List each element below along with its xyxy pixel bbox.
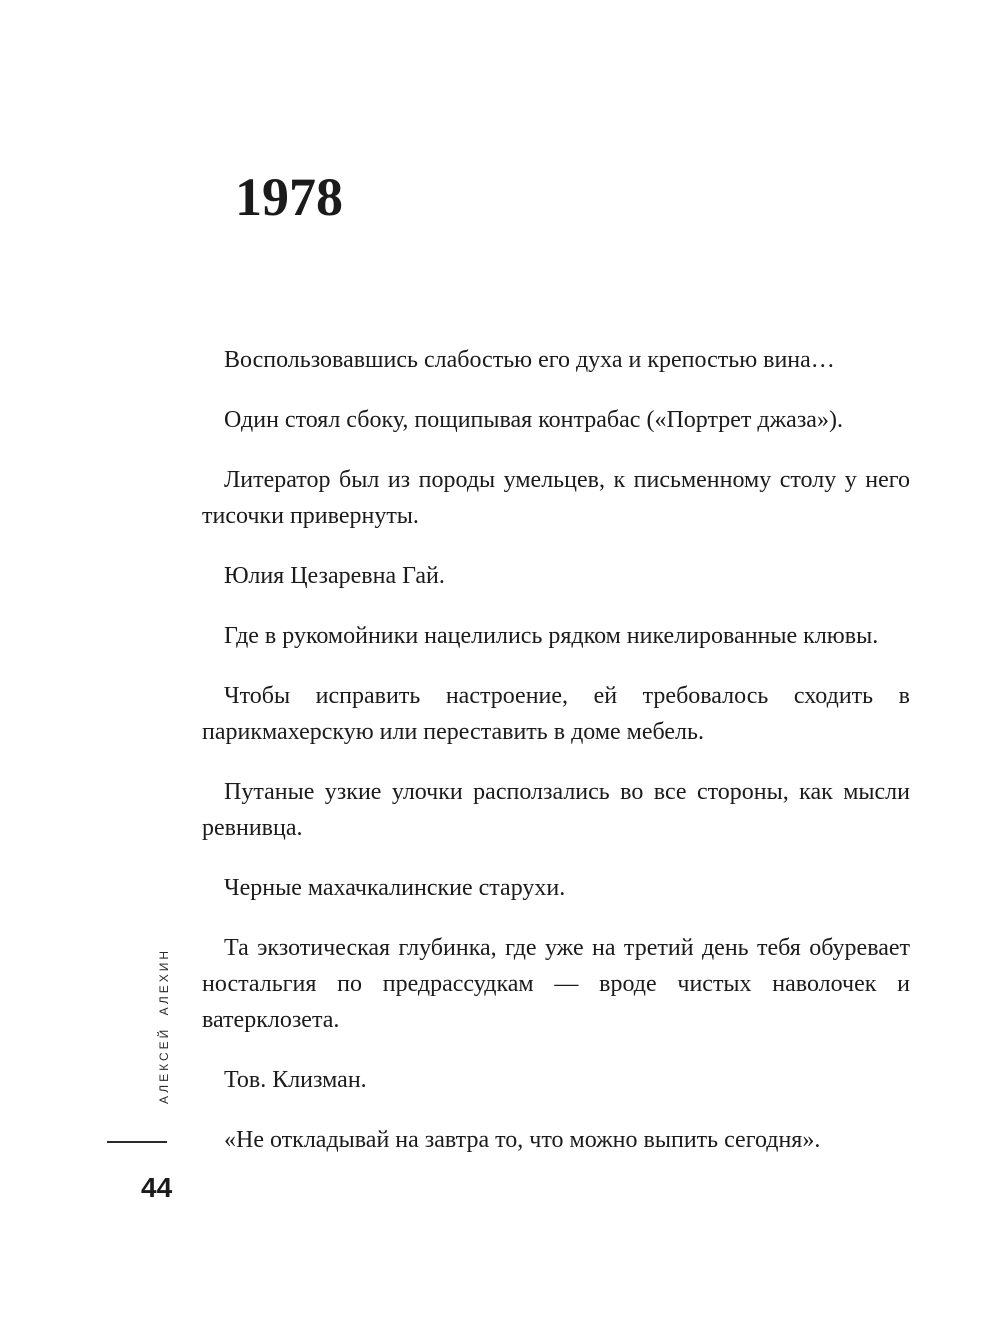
chapter-title: 1978 bbox=[235, 167, 343, 227]
paragraph: Черные махачкалинские старухи. bbox=[224, 875, 566, 901]
paragraph: «Не откладывай на завтра то, что можно выпить сегодня». bbox=[224, 1127, 821, 1153]
paragraph: Тов. Клизман. bbox=[224, 1067, 367, 1093]
paragraph: Чтобы исправить настроение, ей требовалось сходить в парикмахерскую или переставить в доме мебель. bbox=[202, 683, 910, 745]
paragraph: Та экзотическая глубинка, где уже на третий день тебя обуревает ностальгия по предрассудкам — вроде чистых наволочек и ватерклозета. bbox=[202, 935, 910, 1033]
paragraph: Один стоял сбоку, пощипывая контрабас («Портрет джаза»). bbox=[224, 407, 843, 433]
poem-body bbox=[202, 342, 910, 1182]
footer-divider bbox=[107, 1141, 167, 1143]
paragraph: Путаные узкие улочки расползались во все стороны, как мысли ревнивца. bbox=[202, 779, 910, 841]
paragraph: Литератор был из породы умельцев, к письменному столу у него тисочки привернуты. bbox=[202, 467, 910, 529]
author-name-vertical: АЛЕКСЕЙ АЛЕХИН bbox=[157, 947, 171, 1105]
paragraph: Юлия Цезаревна Гай. bbox=[224, 563, 445, 589]
paragraph: Где в рукомойники нацелились рядком никелированные клювы. bbox=[224, 623, 879, 649]
page-number: 44 bbox=[141, 1172, 173, 1203]
paragraph: Воспользовавшись слабостью его духа и крепостью вина… bbox=[224, 347, 835, 373]
